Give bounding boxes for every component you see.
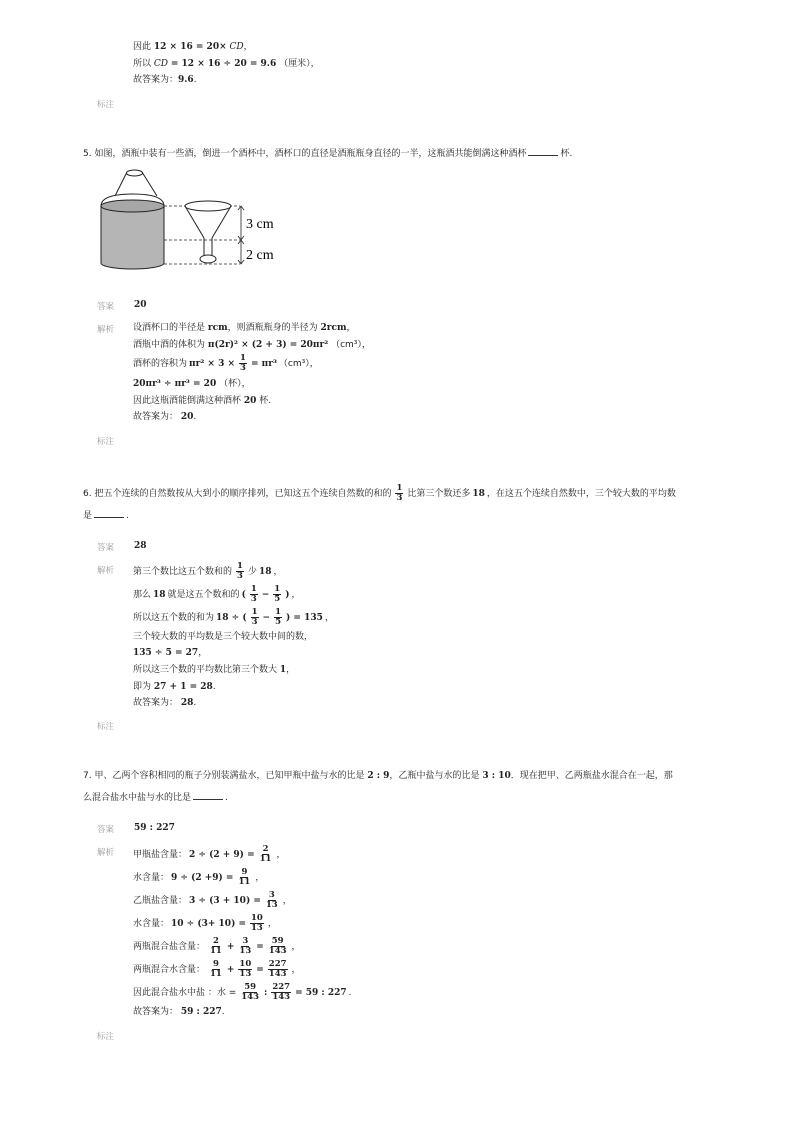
top-line-1: 因此 12 × 16 = 20× CD， <box>133 42 253 52</box>
q7-analysis-6: 两瓶混合水含量： $\frac{9}{11}$ + $\frac{10}{13}$ = $\frac{227}{143}$ ， <box>133 959 301 979</box>
q7-analysis-2: 水含量： 9 ÷ (2 +9) = $\frac{9}{11}$ ， <box>133 867 265 887</box>
q5-analysis-6: 故答案为： 20. <box>133 412 197 422</box>
analysis-label: 解析 <box>97 848 115 858</box>
dimension-label-top: 3 cm <box>246 217 274 232</box>
q6-analysis-7: 即为 27 + 1 = 28. <box>133 682 216 692</box>
question-7: 7. 甲、乙两个容积相同的瓶子分别装满盐水，已知甲瓶中盐与水的比是 2 : 9，乙瓶中盐与水的比是 3 : 10．现在把甲、乙两瓶盐水混合在一起，那 <box>83 771 673 781</box>
note-label[interactable]: 标注 <box>97 437 115 447</box>
q5-analysis-3: 酒杯的容积为 πr² × 3 × $\frac{1}{3}$ = πr³ （cm³）， <box>133 353 319 373</box>
analysis-label: 解析 <box>97 566 115 576</box>
q7-analysis-7: 因此混合盐水中盐 ：水 = $\frac{59}{143}$ : $\frac{227}{143}$ = 59 : 227 . <box>133 982 352 1002</box>
q6-analysis-4: 三个较大数的平均数是三个较大数中间的数， <box>133 632 314 642</box>
question-5: 5. 如图，酒瓶中装有一些酒，倒进一个酒杯中，酒杯口的直径是酒瓶瓶身直径的一半，这瓶酒共能倒满这种酒杯 杯. <box>83 146 572 161</box>
q7-analysis-4: 水含量： 10 ÷ (3+ 10) = $\frac{10}{13}$ ， <box>133 913 277 933</box>
answer-label: 答案 <box>97 825 115 835</box>
q6-analysis-8: 故答案为： 28. <box>133 698 197 708</box>
q5-analysis-4: 20πr³ ÷ πr³ = 20 （杯）， <box>133 379 251 389</box>
answer-label: 答案 <box>97 302 115 312</box>
answer-value: 20 <box>134 300 147 310</box>
q5-analysis-2: 酒瓶中酒的体积为 π(2r)² × (2 + 3) = 20πr² （cm³）， <box>133 340 371 350</box>
q5-analysis-5: 因此这瓶酒能倒满这种酒杯 20 杯. <box>133 396 272 406</box>
answer-label: 答案 <box>97 543 115 553</box>
note-label[interactable]: 标注 <box>97 1032 115 1042</box>
q6-analysis-2: 那么 18 就是这五个数和的 ( $\frac{1}{3}$ − $\frac{1}{5}$ ) ， <box>133 584 301 604</box>
bottle-glass-figure <box>95 168 295 278</box>
q7-analysis-1: 甲瓶盐含量： 2 ÷ (2 + 9) = $\frac{2}{11}$ ， <box>133 844 286 864</box>
q7-analysis-3: 乙瓶盐含量： 3 ÷ (3 + 10) = $\frac{3}{13}$ ， <box>133 890 292 910</box>
q7-analysis-8: 故答案为： 59 : 227. <box>133 1007 225 1017</box>
top-line-2: 所以 CD = 12 × 16 ÷ 20 = 9.6 （厘米）， <box>133 59 320 69</box>
answer-blank <box>528 146 558 156</box>
analysis-label: 解析 <box>97 325 115 335</box>
question-6-line-2: 是 . <box>83 508 129 523</box>
q6-analysis-3: 所以这五个数的和为 18 ÷ ( $\frac{1}{3}$ − $\frac{1}{5}$ ) = 135 ， <box>133 607 334 627</box>
answer-value: 28 <box>134 541 147 551</box>
q6-analysis-5: 135 ÷ 5 = 27， <box>133 648 208 658</box>
q6-analysis-6: 所以这三个数的平均数比第三个数大 1， <box>133 665 296 675</box>
answer-blank <box>193 790 223 800</box>
note-label[interactable]: 标注 <box>97 722 115 732</box>
answer-value: 59 : 227 <box>134 823 175 833</box>
question-7-line-2: 么混合盐水中盐与水的比是 . <box>83 790 228 805</box>
q5-analysis-1: 设酒杯口的半径是 rcm，则酒瓶瓶身的半径为 2rcm， <box>133 323 356 333</box>
q7-analysis-5: 两瓶混合盐含量： $\frac{2}{11}$ + $\frac{3}{13}$ = $\frac{59}{143}$ ， <box>133 936 301 956</box>
answer-blank <box>94 508 124 518</box>
q6-analysis-1: 第三个数比这五个数和的 $\frac{1}{3}$ 少 18 ， <box>133 561 283 581</box>
question-6: 6. 把五个连续的自然数按从大到小的顺序排列，已知这五个连续自然数的和的 $\frac{1}{3}$ 比第三个数还多 18 ，在这五个连续自然数中，三个较大数的平均数 <box>83 483 676 503</box>
note-label[interactable]: 标注 <box>97 100 115 110</box>
top-line-3: 故答案为：9.6. <box>133 75 197 85</box>
dimension-label-bottom: 2 cm <box>246 248 274 263</box>
